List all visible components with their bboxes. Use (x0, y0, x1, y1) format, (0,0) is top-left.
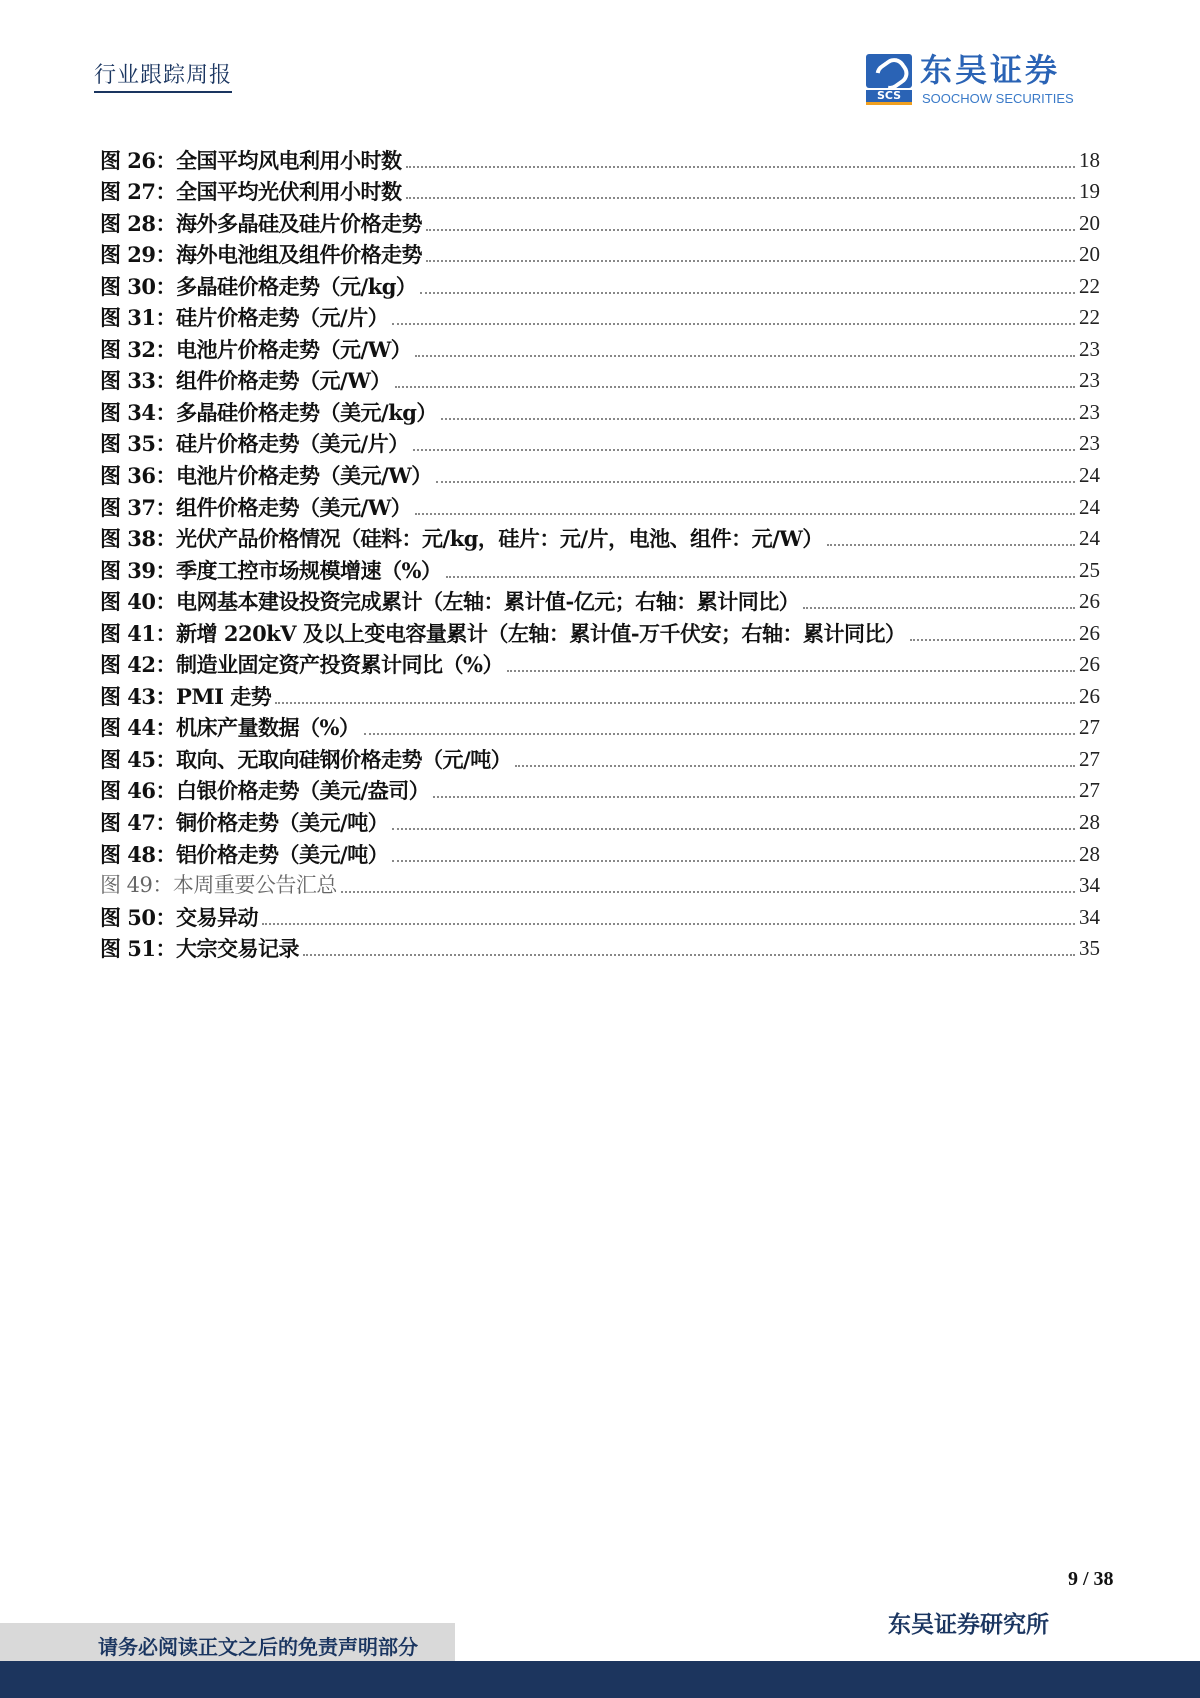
toc-entry[interactable] (100, 554, 1100, 586)
toc-entry-label: 图 28：海外多晶硅及硅片价格走势 (100, 210, 423, 236)
toc-entry-page: 26 (1079, 620, 1100, 645)
disclaimer-text: 请务必阅读正文之后的免责声明部分 (98, 1635, 418, 1659)
toc-entry-label: 图 27：全国平均光伏利用小时数 (100, 179, 402, 205)
toc-entry-label: 图 39：季度工控市场规模增速（%） (100, 557, 442, 583)
dot-leader (436, 481, 1075, 483)
toc-entry[interactable] (100, 775, 1100, 807)
toc-entry-label: 图 34：多晶硅价格走势（美元/kg） (100, 399, 437, 425)
toc-entry[interactable] (100, 838, 1100, 870)
toc-entry-page: 19 (1079, 179, 1100, 204)
footer-bar (0, 1661, 1200, 1698)
toc-entry-page: 22 (1079, 273, 1100, 298)
dot-leader (827, 544, 1075, 546)
dot-leader (262, 923, 1075, 925)
toc-entry-page: 27 (1079, 778, 1100, 803)
soochow-logo (866, 52, 1106, 108)
toc-entry-label: 图 42：制造业固定资产投资累计同比（%） (100, 652, 503, 678)
toc-entry[interactable] (100, 207, 1100, 239)
toc-entry-page: 20 (1079, 242, 1100, 267)
dot-leader (303, 954, 1075, 956)
toc-entry-label: 图 38：光伏产品价格情况（硅料：元/kg，硅片：元/片，电池、组件：元/W） (100, 526, 823, 552)
toc-entry-page: 34 (1079, 873, 1100, 898)
toc-entry-label: 图 51：大宗交易记录 (100, 936, 300, 962)
toc-entry[interactable] (100, 901, 1100, 933)
toc-entry-page: 20 (1079, 210, 1100, 235)
dot-leader (426, 229, 1075, 231)
toc-entry-label: 图 44：机床产量数据（%） (100, 715, 360, 741)
dot-leader (392, 860, 1075, 862)
dot-leader (275, 702, 1075, 704)
report-type-title: 行业跟踪周报 (94, 58, 232, 93)
toc-entry-label: 图 35：硅片价格走势（美元/片） (100, 431, 409, 457)
toc-entry-label: 图 49：本周重要公告汇总 (100, 873, 337, 898)
toc-entry-label: 图 30：多晶硅价格走势（元/kg） (100, 273, 417, 299)
toc-entry-page: 24 (1079, 463, 1100, 488)
dot-leader (415, 355, 1075, 357)
toc-entry[interactable] (100, 586, 1100, 618)
toc-entry-page: 26 (1079, 589, 1100, 614)
toc-entry[interactable] (100, 428, 1100, 460)
toc-entry-label: 图 47：铜价格走势（美元/吨） (100, 810, 389, 836)
toc-entry[interactable] (100, 459, 1100, 491)
toc-entry-page: 28 (1079, 841, 1100, 866)
dot-leader (420, 292, 1075, 294)
toc-entry-label: 图 36：电池片价格走势（美元/W） (100, 463, 432, 489)
toc-entry[interactable] (100, 870, 1100, 902)
toc-entry-label: 图 32：电池片价格走势（元/W） (100, 336, 412, 362)
dot-leader (392, 828, 1075, 830)
figure-table-of-contents (100, 144, 1100, 964)
toc-entry-label: 图 48：铝价格走势（美元/吨） (100, 841, 389, 867)
logo-mark-icon (866, 54, 912, 88)
dot-leader (803, 607, 1075, 609)
disclaimer-banner (0, 1623, 455, 1666)
toc-entry-page: 27 (1079, 746, 1100, 771)
toc-entry-page: 22 (1079, 305, 1100, 330)
toc-entry-label: 图 29：海外电池组及组件价格走势 (100, 242, 423, 268)
toc-entry[interactable] (100, 239, 1100, 271)
toc-entry[interactable] (100, 144, 1100, 176)
toc-entry-page: 23 (1079, 336, 1100, 361)
dot-leader (433, 796, 1075, 798)
toc-entry-page: 23 (1079, 368, 1100, 393)
toc-entry-label: 图 33：组件价格走势（元/W） (100, 368, 391, 394)
toc-entry[interactable] (100, 270, 1100, 302)
dot-leader (441, 418, 1075, 420)
logo-english: SOOCHOW SECURITIES (922, 91, 1074, 106)
toc-entry-page: 25 (1079, 557, 1100, 582)
toc-entry-page: 34 (1079, 904, 1100, 929)
dot-leader (910, 639, 1075, 641)
toc-entry[interactable] (100, 712, 1100, 744)
dot-leader (426, 260, 1075, 262)
toc-entry[interactable] (100, 680, 1100, 712)
toc-entry[interactable] (100, 523, 1100, 555)
toc-entry[interactable] (100, 743, 1100, 775)
dot-leader (395, 386, 1075, 388)
toc-entry-label: 图 43：PMI 走势 (100, 683, 272, 709)
toc-entry-page: 28 (1079, 810, 1100, 835)
toc-entry-label: 图 31：硅片价格走势（元/片） (100, 305, 389, 331)
toc-entry[interactable] (100, 491, 1100, 523)
dot-leader (515, 765, 1075, 767)
dot-leader (413, 449, 1075, 451)
toc-entry-label: 图 46：白银价格走势（美元/盎司） (100, 778, 430, 804)
toc-entry-page: 26 (1079, 683, 1100, 708)
toc-entry-label: 图 45：取向、无取向硅钢价格走势（元/吨） (100, 746, 512, 772)
toc-entry[interactable] (100, 649, 1100, 681)
toc-entry-label: 图 26：全国平均风电利用小时数 (100, 147, 402, 173)
toc-entry-label: 图 40：电网基本建设投资完成累计（左轴：累计值-亿元；右轴：累计同比） (100, 589, 800, 615)
toc-entry[interactable] (100, 302, 1100, 334)
dot-leader (341, 891, 1075, 893)
toc-entry-page: 35 (1079, 936, 1100, 961)
toc-entry[interactable] (100, 365, 1100, 397)
toc-entry[interactable] (100, 396, 1100, 428)
dot-leader (392, 323, 1075, 325)
toc-entry[interactable] (100, 806, 1100, 838)
toc-entry[interactable] (100, 333, 1100, 365)
dot-leader (364, 733, 1076, 735)
toc-entry-label: 图 37：组件价格走势（美元/W） (100, 494, 412, 520)
toc-entry-label: 图 41：新增 220kV 及以上变电容量累计（左轴：累计值-万千伏安；右轴：累计同比） (100, 620, 906, 646)
dot-leader (446, 576, 1076, 578)
toc-entry-label: 图 50：交易异动 (100, 904, 259, 930)
logo-chinese: 东吴证券 (920, 51, 1061, 89)
dot-leader (406, 197, 1075, 199)
logo-abbr: SCS (866, 90, 912, 105)
toc-entry-page: 18 (1079, 147, 1100, 172)
page-number: 9 / 38 (1068, 1568, 1114, 1590)
toc-entry[interactable] (100, 933, 1100, 965)
dot-leader (406, 166, 1075, 168)
toc-entry-page: 26 (1079, 652, 1100, 677)
footer-bar-top (455, 1661, 1200, 1665)
toc-entry-page: 24 (1079, 494, 1100, 519)
toc-entry-page: 23 (1079, 431, 1100, 456)
toc-entry-page: 23 (1079, 399, 1100, 424)
dot-leader (415, 513, 1075, 515)
toc-entry-page: 27 (1079, 715, 1100, 740)
toc-entry[interactable] (100, 617, 1100, 649)
dot-leader (507, 670, 1075, 672)
institute-name: 东吴证券研究所 (888, 1611, 1049, 1638)
toc-entry-page: 24 (1079, 526, 1100, 551)
toc-entry[interactable] (100, 176, 1100, 208)
